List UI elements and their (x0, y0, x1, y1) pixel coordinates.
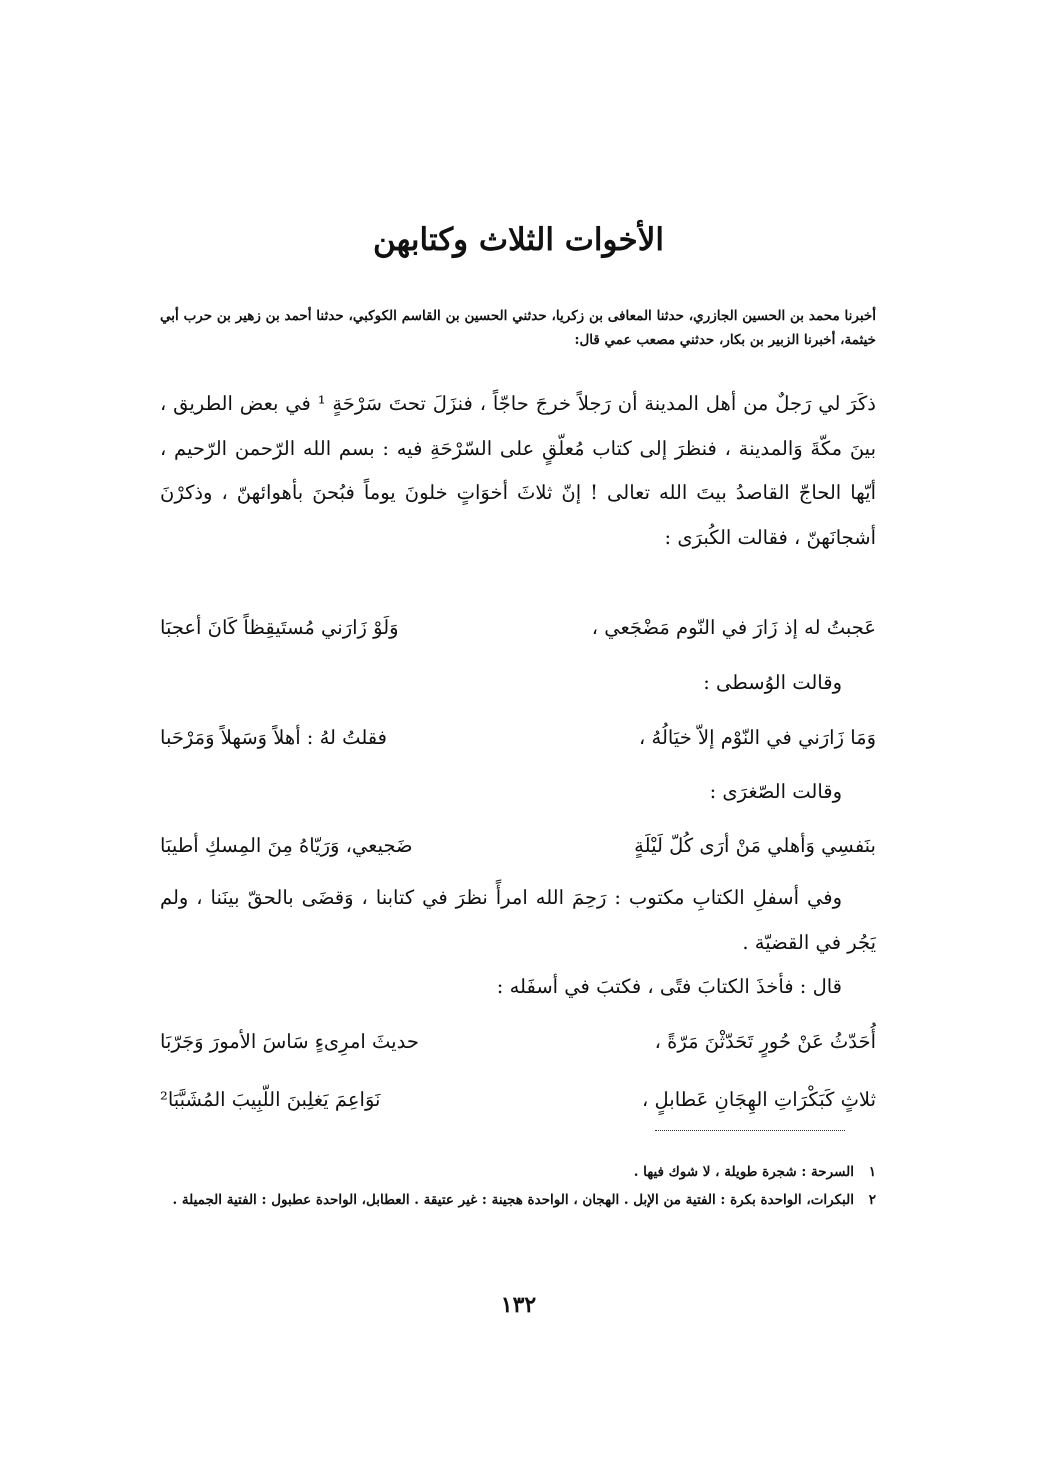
verse-youth-2 (160, 1078, 876, 1122)
page-number: ١٣٢ (500, 1292, 537, 1318)
verse-elder-sister (160, 606, 876, 650)
footnote-text: البكرات، الواحدة بكرة : الفتية من الإبل . الهجان ، الواحدة هجينة : غير عتيقة . العطابل، الواحدة عطبول : الفتية الجميلة . (172, 1192, 854, 1208)
footnote-text: السرحة : شجرة طويلة ، لا شوك فيها . (633, 1164, 854, 1180)
footnote-2 (160, 1186, 876, 1214)
footnote-number: ٢ (868, 1192, 876, 1208)
paragraph-letter-footer: وفي أسفلِ الكتابِ مكتوب : رَحِمَ الله امرأً نظرَ في كتابنا ، وَقضَى بالحقّ بينَنا ، ولم يَجُر في القضيّة . (160, 886, 876, 954)
verse-first-hemistich: بنَفسِي وَأهلي مَنْ أرَى كُلّ لَيْلَةٍ (634, 834, 876, 857)
footnotes (160, 1158, 876, 1214)
verse-second-hemistich: نَوَاعِمَ يَغلِبنَ اللّبِيبَ المُشَبَّبَا² (160, 1088, 381, 1111)
speaker-middle-sister: وقالت الوُسطى : (703, 671, 842, 694)
paragraph-story: ذكَرَ لي رَجلٌ من أهل المدينة أن رَجلاً خرجَ حاجّاً ، فنزَلَ تحتَ سَرْحَةٍ ¹ في بعض الطريق ، بينَ مكّةَ وَالمدينة ، فنظرَ إلى كتاب مُعلّقٍ على السّرْحَةِ فيه : بسم الله الرّحمن الرّحيم ، أيّها الحاجّ القاصدُ بيتَ الله تعالى ! إنّ ثلاثَ أخوَاتٍ خلونَ يوماً فبُحنَ بأهوائهنّ ، وذكرْنَ أشجانَهنّ ، فقالت الكُبرَى : (160, 392, 876, 549)
verse-second-hemistich: ضَجيعي، وَرَيّاهُ مِنَ المِسكِ أطيبَا (160, 834, 413, 857)
narrator-youth-reply: قال : فأخذَ الكتابَ فتًى ، فكتبَ في أسفَله : (496, 975, 842, 998)
verse-first-hemistich: عَجبتُ له إذ زَارَ في النّوم مَضْجَعي ، (591, 616, 876, 639)
verse-youth-1 (160, 1020, 876, 1064)
isnad-chain: أخبرنا محمد بن الحسين الجازري، حدثنا المعافى بن زكريا، حدثني الحسين بن القاسم الكوكبي، حدثنا أحمد بن زهير بن حرب أبي خيثمة، أخبرنا الزبير بن بكار، حدثني مصعب عمي قال: (160, 308, 876, 348)
verse-middle-sister (160, 716, 876, 760)
verse-first-hemistich: أُحَدّثُ عَنْ حُورٍ تَحَدّثْنَ مَرّةً ، (654, 1030, 876, 1053)
footnote-1 (160, 1158, 876, 1186)
page-title: الأخوات الثلاث وكتابهن (373, 222, 664, 258)
verse-second-hemistich: حديثَ امرِىءٍ سَاسَ الأمورَ وَجَرّبَا (160, 1030, 419, 1053)
verse-second-hemistich: وَلَوْ زَارَني مُستَيقِظاً كَانَ أعجبَا (160, 616, 399, 639)
verse-first-hemistich: ثلاثٍ كَبَكْرَاتِ الهِجَانِ عَطابلٍ ، (642, 1088, 876, 1111)
footnote-number: ١ (868, 1164, 876, 1180)
footnote-separator (655, 1130, 845, 1131)
verse-younger-sister (160, 824, 876, 868)
speaker-younger-sister: وقالت الصّغرَى : (709, 780, 842, 803)
verse-second-hemistich: فقلتُ لهُ : أهلاً وَسَهلاً وَمَرْحَبا (160, 726, 387, 749)
verse-first-hemistich: وَمَا زَارَني في النّوْم إلاّ خيَالُهُ ، (639, 726, 876, 749)
